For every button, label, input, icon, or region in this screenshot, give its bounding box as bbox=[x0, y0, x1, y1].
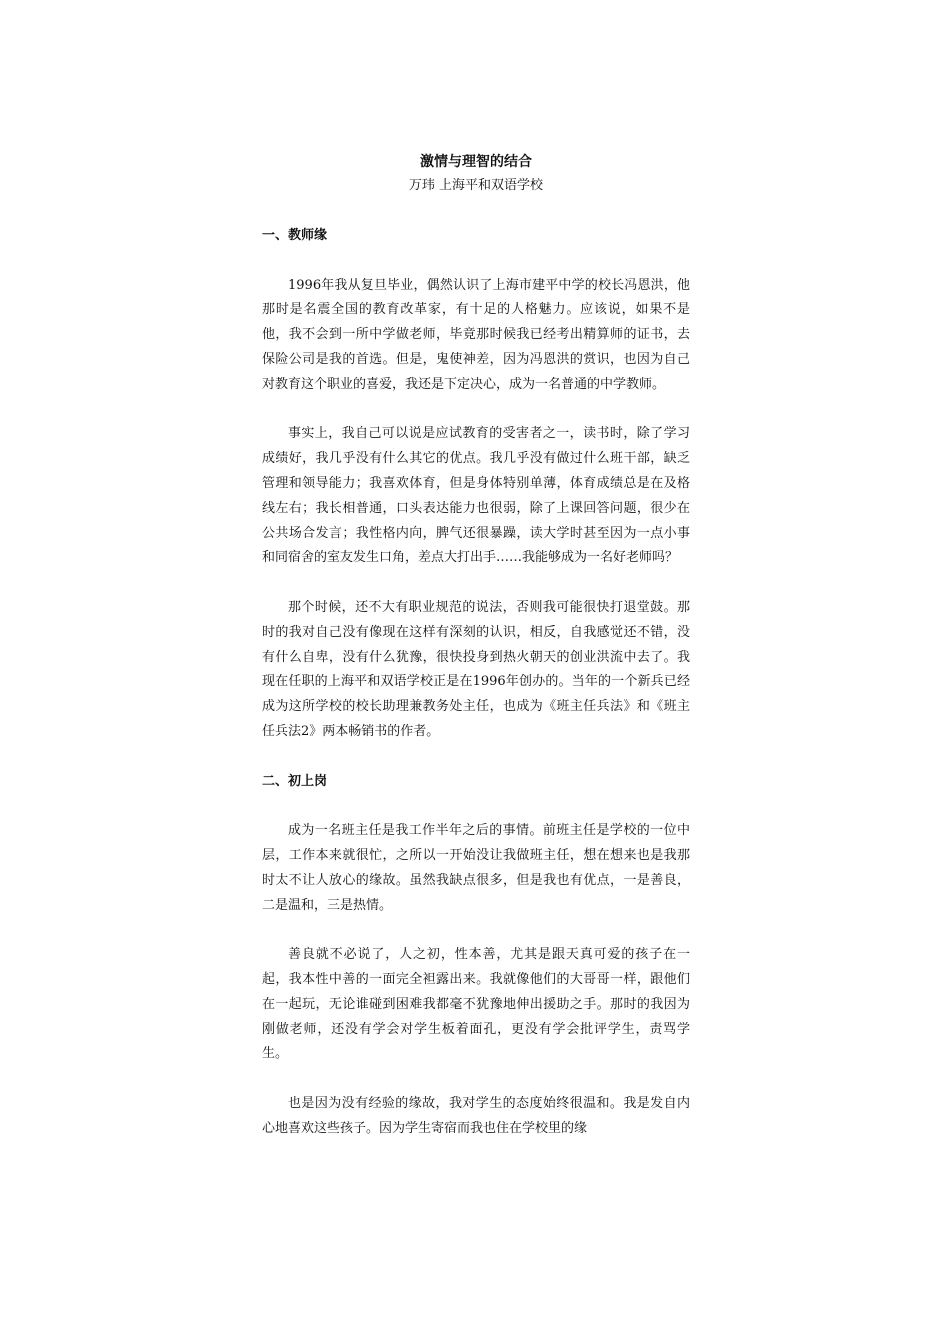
section-heading-teacher-fate: 一、教师缘 bbox=[262, 228, 328, 243]
paragraph: 1996年我从复旦毕业，偶然认识了上海市建平中学的校长冯恩洪，他那时是名震全国的教育改革家，有十足的人格魅力。应该说，如果不是他，我不会到一所中学做老师，毕竟那时候我已经考出精算师的证书，去保险公司是我的首选。但是，鬼使神差，因为冯恩洪的赏识，也因为自己对教育这个职业的喜爱，我还是下定决心，成为一名普通的中学教师。 bbox=[262, 277, 690, 392]
paragraph: 也是因为没有经验的缘故，我对学生的态度始终很温和。我是发自内心地喜欢这些孩子。因为学生寄宿而我也住在学校里的缘 bbox=[262, 1095, 690, 1136]
document-title: 激情与理智的结合 bbox=[420, 154, 532, 170]
author-line: 万玮 上海平和双语学校 bbox=[408, 178, 544, 193]
paragraph: 那个时候，还不大有职业规范的说法，否则我可能很快打退堂鼓。那时的我对自己没有像现在这样有深刻的认识，相反，自我感觉还不错，没有什么自卑，没有什么犹豫，很快投身到热火朝天的创业洪流中去了。我现在任职的上海平和双语学校正是在1996年创办的。当年的一个新兵已经成为这所学校的校长助理兼教务处主任，也成为《班主任兵法》和《班主任兵法2》两本畅销书的作者。 bbox=[262, 599, 690, 739]
section-heading-first-post: 二、初上岗 bbox=[262, 773, 328, 789]
paragraph: 善良就不必说了，人之初，性本善，尤其是跟天真可爱的孩子在一起，我本性中善的一面完全袒露出来。我就像他们的大哥哥一样，跟他们在一起玩，无论谁碰到困难我都毫不犹豫地伸出援助之手。那时的我因为刚做老师，还没有学会对学生板着面孔，更没有学会批评学生，责骂学生。 bbox=[262, 947, 690, 1062]
paragraph: 成为一名班主任是我工作半年之后的事情。前班主任是学校的一位中层，工作本来就很忙，之所以一开始没让我做班主任，想在想来也是我那时太不让人放心的缘故。虽然我缺点很多，但是我也有优点，一是善良，二是温和，三是热情。 bbox=[262, 823, 690, 913]
paragraph: 事实上，我自己可以说是应试教育的受害者之一，读书时，除了学习成绩好，我几乎没有什么其它的优点。我几乎没有做过什么班干部，缺乏管理和领导能力；我喜欢体育，但是身体特别单薄，体育成绩总是在及格线左右；我长相普通，口头表达能力也很弱，除了上课回答问题，很少在公共场合发言；我性格内向，脾气还很暴躁，读大学时甚至因为一点小事和同宿舍的室友发生口角，差点大打出手……我能够成为一名好老师吗？ bbox=[262, 426, 690, 566]
document-body bbox=[262, 150, 690, 1141]
